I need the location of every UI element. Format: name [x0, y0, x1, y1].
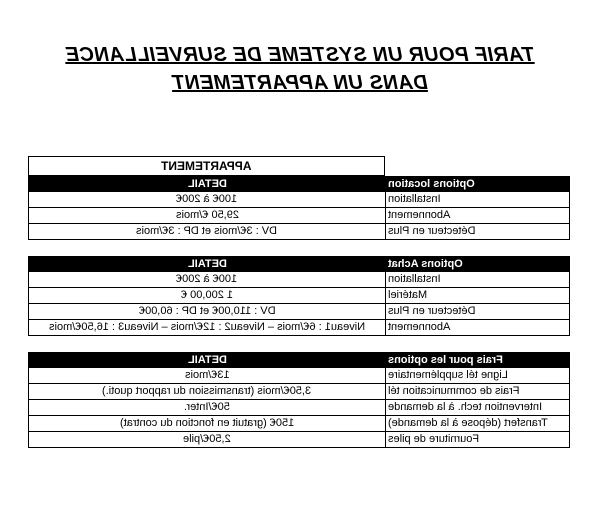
label-cell	[385, 288, 570, 304]
row-label: Détecteur en Plus	[388, 305, 476, 317]
value-cell	[28, 432, 385, 448]
row-label: Abonnement	[388, 209, 451, 221]
header-detail: DETAIL	[187, 354, 227, 366]
row-label: Installation	[388, 193, 441, 205]
row-label: Transfert (dépose à la demande)	[388, 417, 548, 429]
label-cell	[385, 304, 570, 320]
table-row	[28, 416, 570, 432]
table-row	[28, 224, 570, 240]
row-label: Matériel	[388, 289, 428, 301]
value-cell	[28, 400, 385, 416]
header-detail-cell	[28, 256, 385, 272]
row-label: Intervention tech. à la demande	[388, 401, 543, 413]
label-cell	[385, 192, 570, 208]
value-cell	[28, 272, 385, 288]
label-cell	[385, 368, 570, 384]
row-label: Frais de communication tél	[388, 385, 520, 397]
header-label: Options location	[388, 178, 475, 190]
row-label: Détecteur en Plus	[388, 225, 476, 237]
table-row	[28, 272, 570, 288]
row-value: Niveau1 : 6€/mois – Niveau2 : 12€/mois – Niveau3 : 16,50€/mois	[48, 321, 366, 333]
header-detail: DETAIL	[187, 178, 227, 190]
header-label: Options Achat	[388, 258, 463, 270]
label-cell	[385, 432, 570, 448]
row-value: DV : 110,00€ et DP : 60,00€	[138, 305, 276, 317]
row-value: 150€ (gratuit en fonction du contrat)	[119, 417, 295, 429]
table-row	[28, 320, 570, 336]
label-cell	[385, 384, 570, 400]
row-label: Installation	[388, 273, 441, 285]
row-value: 29,50 €/mois	[175, 209, 239, 221]
row-label: Abonnement	[388, 321, 451, 333]
row-value: 13€/mois	[184, 369, 230, 381]
label-cell	[385, 208, 570, 224]
table-header-row	[28, 176, 570, 192]
row-label: Fourniture de piles	[388, 433, 480, 445]
value-cell	[28, 288, 385, 304]
value-cell	[28, 208, 385, 224]
header-detail-cell	[28, 352, 385, 368]
row-value: 1 200,00 €	[181, 289, 233, 301]
label-cell	[385, 224, 570, 240]
value-cell	[28, 368, 385, 384]
table-header-row	[28, 256, 570, 272]
value-cell	[28, 192, 385, 208]
row-value: 50€/Inter.	[184, 401, 230, 413]
value-cell	[28, 320, 385, 336]
title-line-1: TARIF POUR UN SYSTEME DE SURVEILLANCE	[65, 44, 535, 66]
value-cell	[28, 224, 385, 240]
table-row	[28, 192, 570, 208]
row-label: Ligne tél supplémentaire	[388, 369, 508, 381]
label-cell	[385, 416, 570, 432]
label-cell	[385, 400, 570, 416]
row-value: 3,50€/mois (transmission du rapport quoti.)	[102, 385, 312, 397]
table-row	[28, 432, 570, 448]
header-detail: DETAIL	[187, 258, 227, 270]
header-label-cell	[385, 176, 570, 192]
label-cell	[385, 272, 570, 288]
header-label-cell	[385, 256, 570, 272]
column-header-label: APPARTEMENT	[161, 159, 252, 173]
row-value: DV : 3€/mois et DP : 3€/mois	[136, 225, 278, 237]
table-row	[28, 288, 570, 304]
table-row	[28, 368, 570, 384]
value-cell	[28, 416, 385, 432]
header-label: Frais pour les options	[388, 354, 503, 366]
header-label-cell	[385, 352, 570, 368]
row-value: 100€ à 200€	[176, 193, 238, 205]
column-header-appartement	[28, 156, 385, 176]
row-value: 2,50€/pile	[183, 433, 231, 445]
table-row	[28, 304, 570, 320]
title-line-2: DANS UN APPARTEMENT	[172, 72, 428, 94]
table-row	[28, 400, 570, 416]
label-cell	[385, 320, 570, 336]
table-row	[28, 208, 570, 224]
value-cell	[28, 384, 385, 400]
table-row	[28, 384, 570, 400]
table-header-row	[28, 352, 570, 368]
header-detail-cell	[28, 176, 385, 192]
row-value: 100€ à 200€	[176, 273, 238, 285]
value-cell	[28, 304, 385, 320]
